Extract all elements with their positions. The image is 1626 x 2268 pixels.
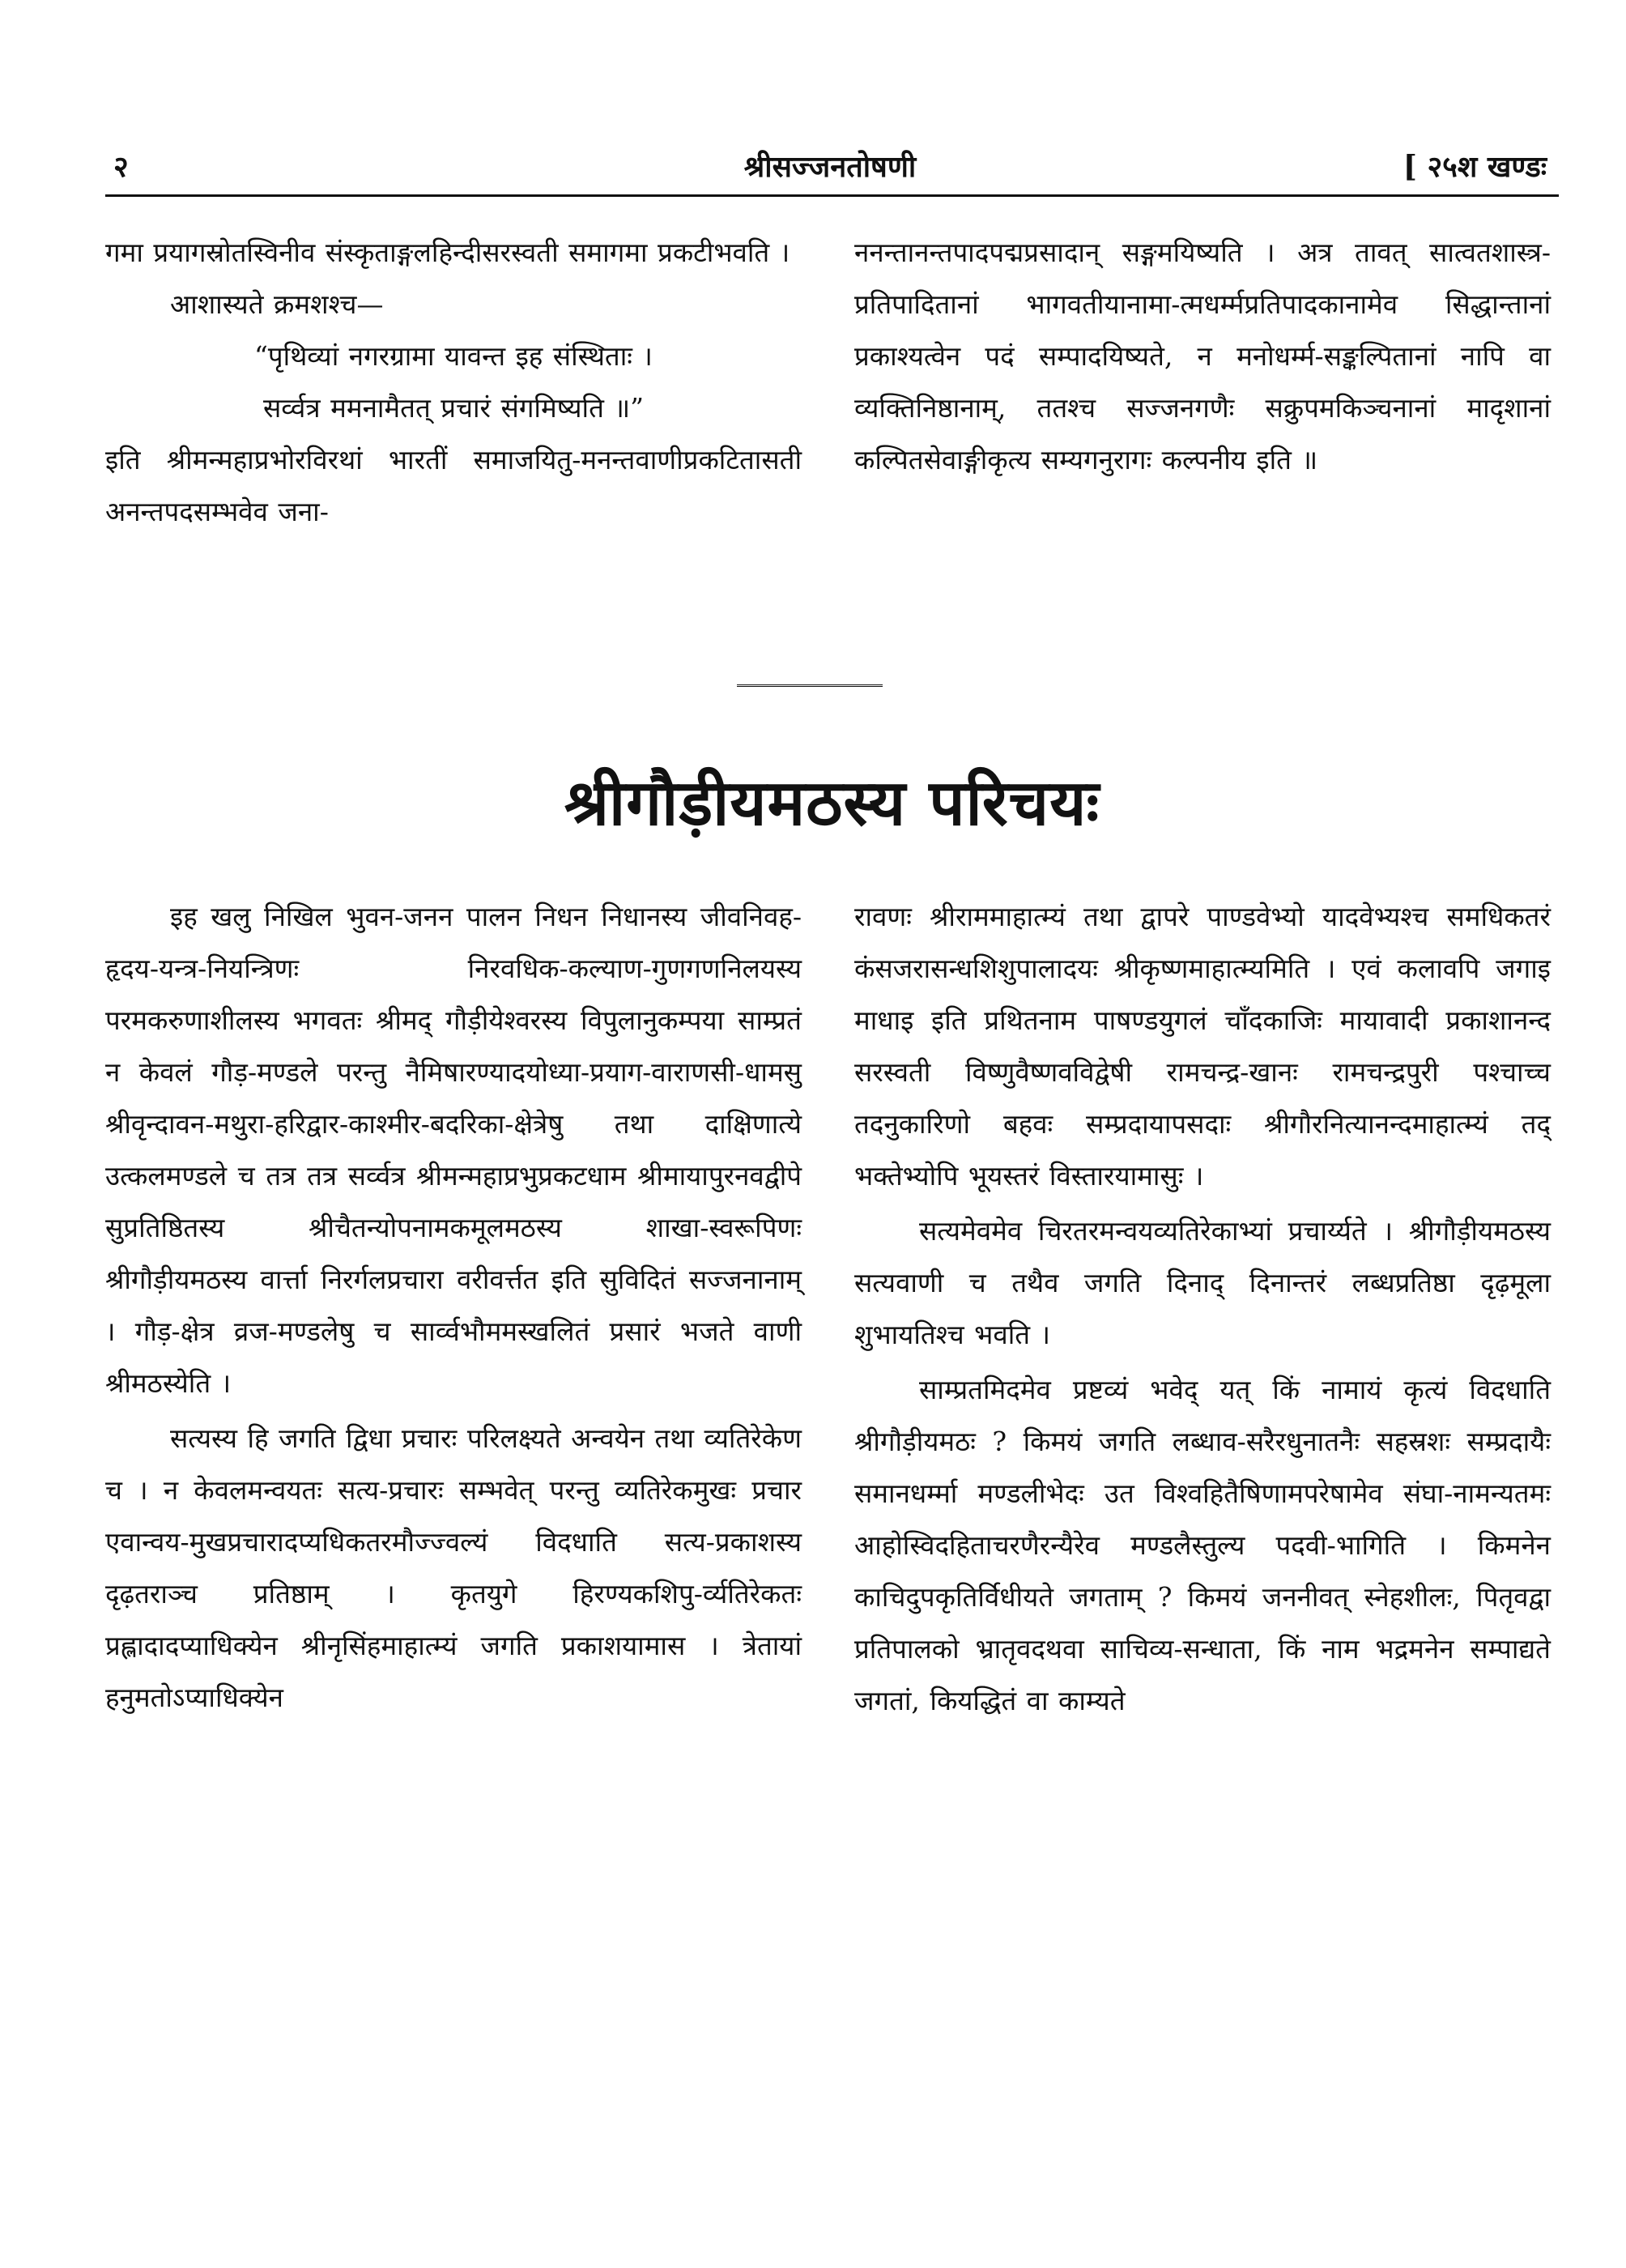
journal-title: श्रीसज्जनतोषणी: [743, 150, 917, 184]
verse-line-1: “पृथिव्यां नगरग्रामा यावन्त इह संस्थिताः ।: [254, 340, 653, 372]
section-divider: [737, 684, 883, 687]
top-right-column: [854, 227, 1551, 486]
top-left-para-2: आशास्यते क्रमशश्च—: [170, 288, 384, 320]
verse-line-2: सर्व्वत्र ममनामैतत् प्रचारं संगमिष्यति ॥”: [262, 392, 645, 424]
header-rule: [105, 194, 1559, 197]
top-right-para-1: ननन्तानन्तपादपद्मप्रसादान् सङ्गमयिष्यति । अत्र तावत् सात्वतशास्त्र-प्रतिपादितानां भागवतीयानामा-त्मधर्म्मप्रतिपादकानामेव सिद्धान्तानां प्रकाश्यत्वेन पदं सम्पादयिष्यते, न मनोधर्म्म-सङ्कल्पितानां नापि वा व्यक्तिनिष्ठानाम्, ततश्च सज्जनगणैः सक्रुपमकिञ्चनानां मादृशानां कल्पितसेवाङ्गीकृत्य सम्यगनुरागः कल्पनीय इति ॥: [854, 237, 1551, 475]
running-header: [105, 138, 1555, 194]
issue-label: [ २५श खण्डः: [1403, 150, 1547, 184]
body-left-column: [105, 891, 802, 1727]
top-left-column: [105, 227, 802, 538]
body-right-column: [854, 891, 1551, 1730]
body-left-para-2: सत्यस्य हि जगति द्विधा प्रचारः परिलक्ष्यते अन्वयेन तथा व्यतिरेकेण च । न केवलमन्वयतः सत्य-प्रचारः सम्भवेत् परन्तु व्यतिरेकमुखः प्रचार एवान्वय-मुखप्रचारादप्यधिकतरमौज्ज्वल्यं विदधाति सत्य-प्रकाशस्य दृढ़तराञ्च प्रतिष्ठाम् । कृतयुगे हिरण्यकशिपु-र्व्यतिरेकतः प्रह्लादादप्याधिक्येन श्रीनृसिंहमाहात्म्यं जगति प्रकाशयामास । त्रेतायां हनुमतोऽप्याधिक्येन: [105, 1422, 802, 1713]
body-left-para-1: इह खलु निखिल भुवन-जनन पालन निधन निधानस्य जीवनिवह-हृदय-यन्त्र-नियन्त्रिणः निरवधिक-कल्याण-गुणगणनिलयस्य परमकरुणाशीलस्य भगवतः श्रीमद् गौड़ीयेश्वरस्य विपुलानुकम्पया साम्प्रतं न केवलं गौड़-मण्डले परन्तु नैमिषारण्यादयोध्या-प्रयाग-वाराणसी-धामसु श्रीवृन्दावन-मथुरा-हरिद्वार-काश्मीर-बदरिका-क्षेत्रेषु तथा दाक्षिणात्ये उत्कलमण्डले च तत्र तत्र सर्व्वत्र श्रीमन्महाप्रभुप्रकटधाम श्रीमायापुरनवद्वीपे सुप्रतिष्ठितस्य श्रीचैतन्योपनामकमूलमठस्य शाखा-स्वरूपिणः श्रीगौड़ीयमठस्य वार्त्ता निरर्गलप्रचारा वरीवर्त्तत इति सुविदितं सज्जनानाम् । गौड़-क्षेत्र व्रज-मण्डलेषु च सार्व्वभौममस्खलितं प्रसारं भजते वाणी श्रीमठस्येति ।: [105, 901, 802, 1399]
body-right-para-2: सत्यमेवमेव चिरतरमन्वयव्यतिरेकाभ्यां प्रचार्य्यते । श्रीगौड़ीयमठस्य सत्यवाणी च तथैव जगति दिनाद् दिनान्तरं लब्धप्रतिष्ठा दृढ़मूला शुभायतिश्च भवति ।: [854, 1215, 1551, 1350]
body-right-para-3: साम्प्रतमिदमेव प्रष्टव्यं भवेद् यत् किं नामायं कृत्यं विदधाति श्रीगौड़ीयमठः ? किमयं जगति लब्धाव-सरैरधुनातनैः सहस्रशः सम्प्रदायैः समानधर्म्मा मण्डलीभेदः उत विश्वहितैषिणामपरेषामेव संघा-नामन्यतमः आहोस्विदहिताचरणैरन्यैरेव मण्डलैस्तुल्य पदवी-भागिति । किमनेन काचिदुपकृतिर्विधीयते जगताम् ? किमयं जननीवत् स्नेहशीलः, पितृवद्वा प्रतिपालको भ्रातृवदथवा साचिव्य-सन्धाता, किं नाम भद्रमनेन सम्पाद्यते जगतां, कियद्धितं वा काम्यते: [854, 1374, 1551, 1716]
top-left-para-3: इति श्रीमन्महाप्रभोरविरथां भारतीं समाजयितु-मनन्तवाणीप्रकटितासती अनन्तपदसम्भवेव जना-: [105, 444, 802, 527]
body-right-para-1: रावणः श्रीराममाहात्म्यं तथा द्वापरे पाण्डवेभ्यो यादवेभ्यश्च समधिकतरं कंसजरासन्धशिशुपालादयः श्रीकृष्णमाहात्म्यमिति । एवं कलावपि जगाइ माधाइ इति प्रथितनाम पाषण्डयुगलं चाँदकाजिः मायावादी प्रकाशानन्द सरस्वती विष्णुवैष्णवविद्वेषी रामचन्द्र-खानः रामचन्द्रपुरी पश्चाच्च तदनुकारिणो बहवः सम्प्रदायापसदाः श्रीगौरनित्यानन्दमाहात्म्यं तद् भक्तेभ्योपि भूयस्तरं विस्तारयामासुः ।: [854, 901, 1551, 1192]
top-left-para-1: गमा प्रयागस्रोतस्विनीव संस्कृताङ्गलहिन्दीसरस्वती समागमा प्रकटीभवति ।: [105, 237, 790, 268]
page-number: २: [113, 150, 129, 184]
section-title: श्रीगौड़ीयमठस्य परिचयः: [564, 766, 1100, 840]
